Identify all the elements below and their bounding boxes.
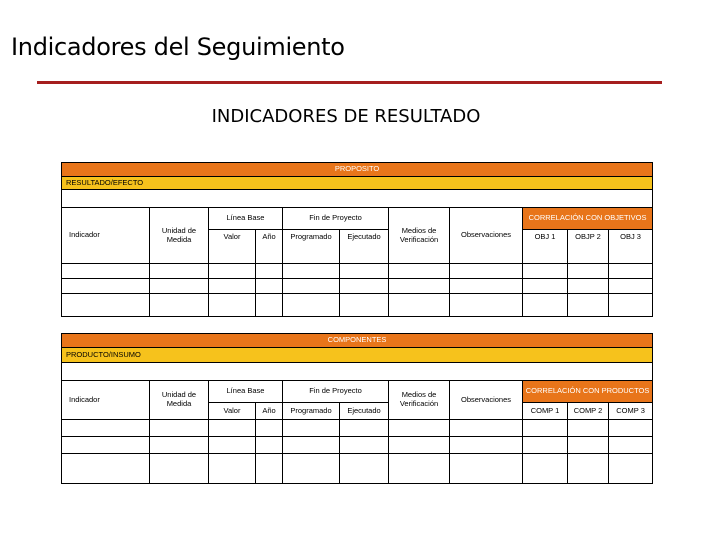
header-observaciones: Observaciones	[450, 381, 523, 420]
header-correlacion: CORRELACIÓN CON OBJETIVOS	[523, 208, 653, 230]
col-header-1: COMP 1	[523, 403, 568, 420]
section-label: RESULTADO/EFECTO	[62, 177, 653, 190]
table-row	[62, 420, 653, 437]
header-unidad-medida: Unidad de Medida	[150, 381, 209, 420]
slide-title: Indicadores del Seguimiento	[11, 33, 345, 61]
header-programado: Programado	[283, 403, 340, 420]
section-label: PRODUCTO/INSUMO	[62, 348, 653, 363]
header-ejecutado: Ejecutado	[340, 230, 389, 264]
header-medios-verificacion: Medios de Verificación	[389, 208, 450, 264]
col-header-3: COMP 3	[609, 403, 653, 420]
col-header-1: OBJ 1	[523, 230, 568, 264]
header-indicador: Indicador	[62, 381, 150, 420]
results-indicators-table	[61, 162, 653, 317]
header-unidad-medida: Unidad de Medida	[150, 208, 209, 264]
table-row	[62, 294, 653, 317]
col-header-2: COMP 2	[568, 403, 609, 420]
header-anio: Año	[256, 403, 283, 420]
band-title: PROPOSITO	[62, 163, 653, 177]
header-valor: Valor	[209, 403, 256, 420]
header-fin-proyecto: Fin de Proyecto	[283, 208, 389, 230]
table-row	[62, 454, 653, 484]
header-correlacion: CORRELACIÓN CON PRODUCTOS	[523, 381, 653, 403]
header-observaciones: Observaciones	[450, 208, 523, 264]
header-programado: Programado	[283, 230, 340, 264]
col-header-2: OBJP 2	[568, 230, 609, 264]
components-indicators-table	[61, 333, 653, 484]
title-divider	[37, 81, 662, 84]
header-linea-base: Línea Base	[209, 208, 283, 230]
slide-subtitle: INDICADORES DE RESULTADO	[211, 106, 481, 127]
header-valor: Valor	[209, 230, 256, 264]
blank-row	[62, 363, 653, 381]
header-indicador: Indicador	[62, 208, 150, 264]
col-header-3: OBJ 3	[609, 230, 653, 264]
band-title: COMPONENTES	[62, 334, 653, 348]
header-ejecutado: Ejecutado	[340, 403, 389, 420]
table-row	[62, 279, 653, 294]
header-medios-verificacion: Medios de Verificación	[389, 381, 450, 420]
header-linea-base: Línea Base	[209, 381, 283, 403]
table-row	[62, 437, 653, 454]
header-anio: Año	[256, 230, 283, 264]
blank-row	[62, 190, 653, 208]
table-row	[62, 264, 653, 279]
header-fin-proyecto: Fin de Proyecto	[283, 381, 389, 403]
